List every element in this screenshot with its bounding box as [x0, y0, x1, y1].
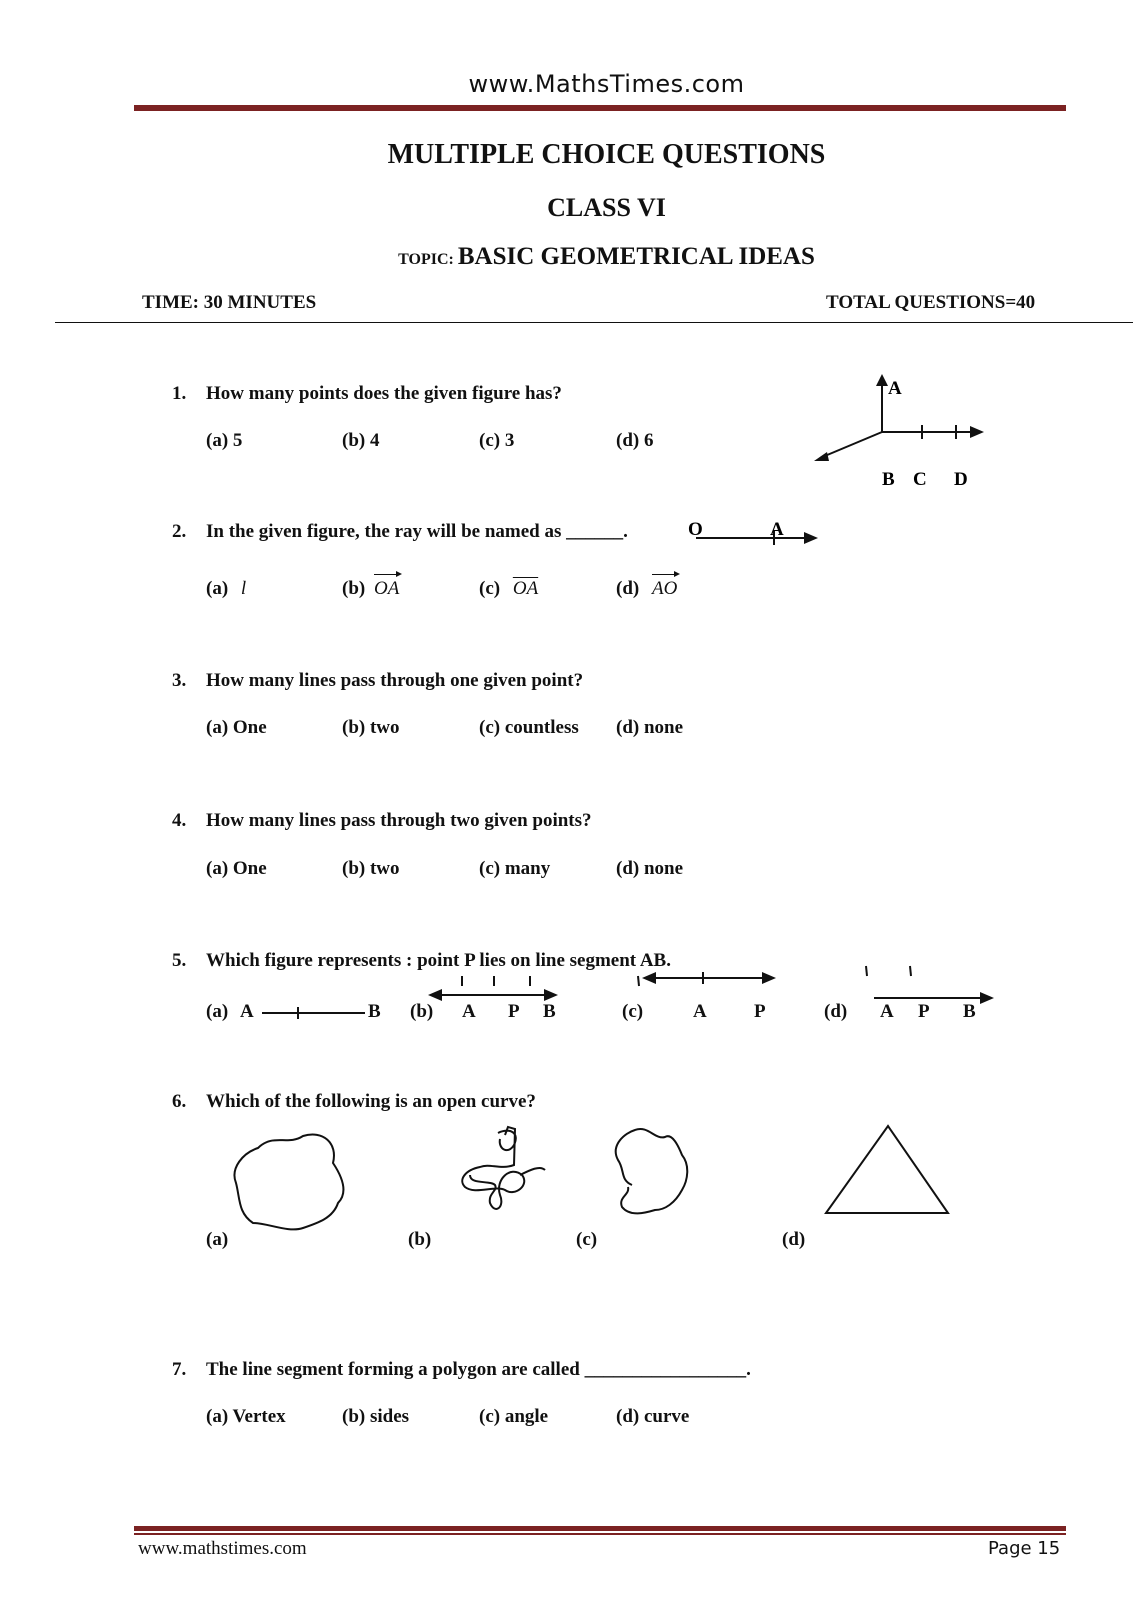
- question-number: 5.: [172, 950, 187, 971]
- time-label: TIME: 30 MINUTES: [142, 292, 317, 313]
- question-5: [172, 950, 671, 972]
- question-6: [172, 1091, 536, 1113]
- q3-option-d[interactable]: (d) none: [616, 717, 684, 738]
- q6-option-b[interactable]: (b): [408, 1229, 432, 1250]
- q6a-closed-curve: [228, 1128, 358, 1238]
- q6d-triangle: [820, 1118, 960, 1218]
- q5d-label-b: B: [963, 1001, 976, 1022]
- segment-symbol: $\overline{OA}$: [512, 578, 539, 599]
- q5c-label-a: A: [693, 1001, 707, 1022]
- q5-option-c[interactable]: (c): [622, 1001, 644, 1022]
- topic-label: TOPIC:: [398, 251, 454, 268]
- footer-site: www.mathstimes.com: [138, 1538, 307, 1559]
- q5d-label-a: A: [880, 1001, 894, 1022]
- q6-option-a[interactable]: (a): [206, 1229, 229, 1250]
- option-letter: (b): [342, 578, 366, 599]
- q5-option-a[interactable]: (a): [206, 1001, 229, 1022]
- q5-option-d[interactable]: (d): [824, 1001, 848, 1022]
- q5a-segment: [260, 1003, 370, 1023]
- q6c-open-curve: [610, 1125, 710, 1225]
- question-text: The line segment forming a polygon are called _________________.: [206, 1359, 751, 1380]
- ray-symbol: OA: [373, 578, 400, 599]
- header-bar: [134, 105, 1066, 111]
- question-number: 7.: [172, 1359, 187, 1380]
- q1-option-b[interactable]: (b) 4: [342, 430, 380, 451]
- question-text: How many lines pass through one given point?: [206, 670, 584, 691]
- question-number: 1.: [172, 383, 187, 404]
- q4-option-b[interactable]: (b) two: [342, 858, 400, 879]
- question-text: In the given figure, the ray will be named as ______.: [206, 521, 628, 542]
- q1-label-b: B: [882, 469, 895, 490]
- q4-option-a[interactable]: (a) One: [206, 858, 267, 879]
- option-letter: (a): [206, 578, 229, 599]
- q7-option-b[interactable]: (b) sides: [342, 1406, 410, 1427]
- q2-label-o: O: [688, 520, 703, 540]
- q2-label-a: A: [770, 520, 784, 540]
- q6-option-d[interactable]: (d): [782, 1229, 806, 1250]
- q5d-label-p: P: [918, 1001, 930, 1022]
- q5b-line: [428, 968, 558, 1002]
- question-2: [172, 521, 628, 543]
- site-header: www.MathsTimes.com: [468, 70, 745, 98]
- question-number: 4.: [172, 810, 187, 831]
- q5b-label-b: B: [543, 1001, 556, 1022]
- q3-option-a[interactable]: (a) One: [206, 717, 267, 738]
- question-4: [172, 810, 592, 832]
- topic-value: BASIC GEOMETRICAL IDEAS: [457, 243, 815, 270]
- q2-option-b[interactable]: [342, 578, 399, 600]
- topic-line: [0, 243, 1133, 271]
- q6b-self-crossing-curve: [450, 1125, 560, 1215]
- q5a-label-b: B: [368, 1001, 381, 1022]
- q5a-label-a: A: [240, 1001, 254, 1022]
- q3-option-c[interactable]: (c) countless: [479, 717, 579, 738]
- option-letter: (d): [616, 578, 640, 599]
- page-number: Page 15: [988, 1538, 1061, 1559]
- q1-option-a[interactable]: (a) 5: [206, 430, 243, 451]
- q5b-label-p: P: [508, 1001, 520, 1022]
- question-text: Which figure represents : point P lies on line segment AB.: [206, 950, 671, 971]
- question-7: [172, 1359, 751, 1381]
- q2-ray-figure: [688, 520, 828, 550]
- question-text: Which of the following is an open curve?: [206, 1091, 536, 1112]
- q1-option-d[interactable]: (d) 6: [616, 430, 654, 451]
- footer-bar-thin: [134, 1533, 1066, 1535]
- question-number: 3.: [172, 670, 187, 691]
- question-number: 6.: [172, 1091, 187, 1112]
- q5c-label-p: P: [754, 1001, 766, 1022]
- q2-option-d[interactable]: [616, 578, 677, 600]
- question-1: [172, 383, 562, 405]
- q2-option-a[interactable]: [206, 578, 246, 600]
- q6-option-c[interactable]: (c): [576, 1229, 598, 1250]
- q1-label-c: C: [913, 469, 927, 490]
- question-number: 2.: [172, 521, 187, 542]
- question-text: How many lines pass through two given points?: [206, 810, 592, 831]
- page-title: MULTIPLE CHOICE QUESTIONS: [387, 139, 826, 170]
- q1-figure: [810, 372, 1000, 502]
- q5c-line: [630, 964, 780, 996]
- q1-label-a: A: [888, 378, 902, 399]
- q5b-label-a: A: [462, 1001, 476, 1022]
- q3-option-b[interactable]: (b) two: [342, 717, 400, 738]
- q7-option-c[interactable]: (c) angle: [479, 1406, 549, 1427]
- total-questions: TOTAL QUESTIONS=40: [826, 292, 1036, 313]
- q1-label-d: D: [954, 469, 968, 490]
- q2-option-c[interactable]: [479, 578, 538, 600]
- question-text: How many points does the given figure has?: [206, 383, 562, 404]
- class-label: CLASS VI: [547, 193, 666, 222]
- q1-option-c[interactable]: (c) 3: [479, 430, 515, 451]
- question-3: [172, 670, 583, 692]
- q4-option-c[interactable]: (c) many: [479, 858, 551, 879]
- q7-option-d[interactable]: (d) curve: [616, 1406, 690, 1427]
- q5-option-b[interactable]: (b): [410, 1001, 434, 1022]
- option-letter: (c): [479, 578, 501, 599]
- q4-option-d[interactable]: (d) none: [616, 858, 684, 879]
- ray-symbol: AO: [651, 578, 678, 599]
- q7-option-a[interactable]: (a) Vertex: [206, 1406, 286, 1427]
- footer-bar-thick: [134, 1526, 1066, 1531]
- header-rule: [55, 322, 1133, 323]
- option-value: l: [240, 578, 247, 599]
